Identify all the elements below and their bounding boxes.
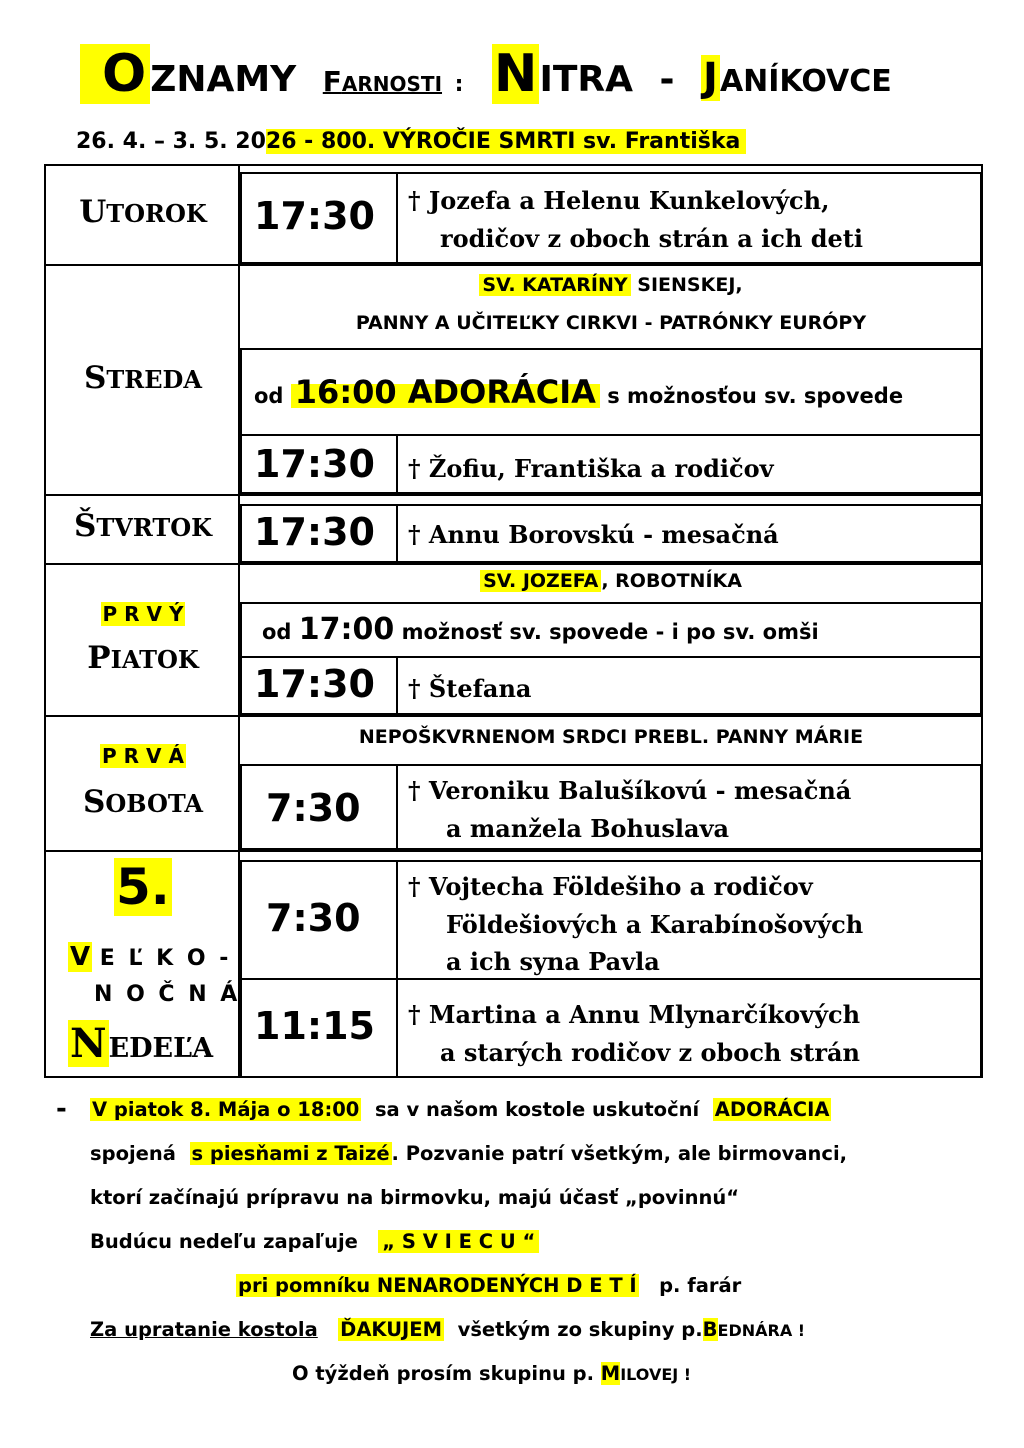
feast-piatok: SV. JOZEFA , ROBOTNÍKA — [240, 570, 982, 592]
title-nitra: ITRA — [539, 59, 633, 100]
intention-utorok-l2: rodičov z oboch strán a ich deti — [440, 224, 863, 253]
intention-piatok: † Štefana — [408, 674, 532, 703]
adoration-time: 16:00 ADORÁCIA — [294, 373, 596, 411]
intention-nedela-2-l2: a starých rodičov z oboch strán — [440, 1038, 860, 1067]
note-line-4: Budúcu nedeľu zapaľuje „ S V I E C U “ — [90, 1230, 539, 1253]
time-stvrtok: 17:30 — [254, 510, 375, 554]
time-nedela-2: 11:15 — [254, 1004, 375, 1048]
time-utorok: 17:30 — [254, 194, 375, 238]
intention-stvrtok: † Annu Borovskú - mesačná — [408, 520, 779, 549]
intention-sobota-l1: † Veroniku Balušíkovú - mesačná — [408, 776, 852, 805]
date-range: 26. 4. – 3. 5. 2026 - 800. VÝROČIE SMRTI sv. Františka — [76, 126, 746, 158]
intention-utorok-l1: † Jozefa a Helenu Kunkelových, — [408, 186, 830, 215]
time-divider — [396, 860, 398, 1078]
title-farnosti: FARNOSTI — [322, 65, 443, 98]
day-separator — [44, 563, 983, 565]
note-dash: - — [56, 1094, 67, 1124]
time-divider — [396, 172, 398, 264]
day-sobota: SOBOTA — [82, 784, 204, 820]
day-nedela-l1: V E Ľ K O - — [70, 942, 232, 972]
day-stvrtok: ŠTVRTOK — [73, 508, 213, 544]
intention-nedela-1-l1: † Vojtecha Földešiho a rodičov — [408, 872, 813, 901]
day-piatok: PIATOK — [87, 640, 199, 676]
note-line-5: pri pomníku NENARODENÝCH D E T Í p. farár — [238, 1274, 742, 1297]
day-nedela-number: 5. — [116, 858, 170, 916]
day-separator — [44, 715, 983, 717]
confession-piatok: od 17:00 možnosť sv. spovede - i po sv. omši — [262, 612, 819, 647]
time-divider — [396, 656, 398, 715]
feast-streda-l1: SV. KATARÍNY SIENSKEJ, — [240, 274, 982, 296]
day-separator — [44, 494, 983, 496]
note-line-2: spojená s piesňami z Taizé . Pozvanie patrí všetkým, ale birmovanci, — [90, 1142, 848, 1165]
day-utorok: UTOROK — [79, 194, 207, 230]
day-separator — [44, 264, 983, 266]
title-oznamy-cap: O — [80, 44, 150, 104]
page-title — [80, 42, 892, 117]
title-colon: : — [454, 72, 464, 97]
day-piatok-prefix: P R V Ý — [102, 602, 184, 626]
day-nedela: NEDEĽA — [70, 1020, 214, 1067]
feast-sobota: NEPOŠKVRNENOM SRDCI PREBL. PANNY MÁRIE — [358, 726, 864, 748]
adoration-streda: od 16:00 ADORÁCIA s možnosťou sv. spovede — [254, 373, 904, 411]
time-piatok: 17:30 — [254, 662, 375, 706]
intention-streda: † Žofiu, Františka a rodičov — [408, 454, 774, 483]
title-oznamy: ZNAMY — [150, 59, 297, 100]
title-janikovce-cap: J — [703, 55, 718, 101]
time-sobota: 7:30 — [266, 786, 361, 830]
title-dash: - — [659, 59, 675, 100]
day-sobota-prefix: P R V Á — [102, 744, 184, 768]
day-nedela-l2: N O Č N Á — [94, 982, 241, 1007]
time-divider — [396, 504, 398, 563]
intention-sobota-l2: a manžela Bohuslava — [446, 814, 730, 843]
intention-nedela-1-l2: Földešiových a Karabínošových — [446, 910, 864, 939]
time-nedela-1: 7:30 — [266, 896, 361, 940]
title-janikovce: ANÍKOVCE — [719, 64, 892, 99]
title-nitra-cap: N — [493, 44, 538, 104]
intention-nedela-1-l3: a ich syna Pavla — [446, 947, 660, 976]
intention-nedela-2-l1: † Martina a Annu Mlynarčíkových — [408, 1000, 861, 1029]
feast-streda-l2: PANNY A UČITEĽKY CIRKVI - PATRÓNKY EURÓPY — [355, 312, 867, 334]
note-line-6: Za upratanie kostola ĎAKUJEM všetkým zo skupiny p.BEDNÁRA ! — [90, 1318, 806, 1341]
time-divider — [396, 764, 398, 850]
note-line-7: O týždeň prosím skupinu p. MILOVEJ ! — [292, 1362, 692, 1385]
note-line-3: ktorí začínajú prípravu na birmovku, majú účasť „povinnú“ — [90, 1186, 740, 1209]
day-separator — [44, 850, 983, 852]
note-line-1: V piatok 8. Mája o 18:00 sa v našom kostole uskutoční ADORÁCIA — [92, 1098, 830, 1121]
day-streda: STREDA — [84, 360, 202, 396]
time-divider — [396, 434, 398, 494]
time-streda: 17:30 — [254, 442, 375, 486]
